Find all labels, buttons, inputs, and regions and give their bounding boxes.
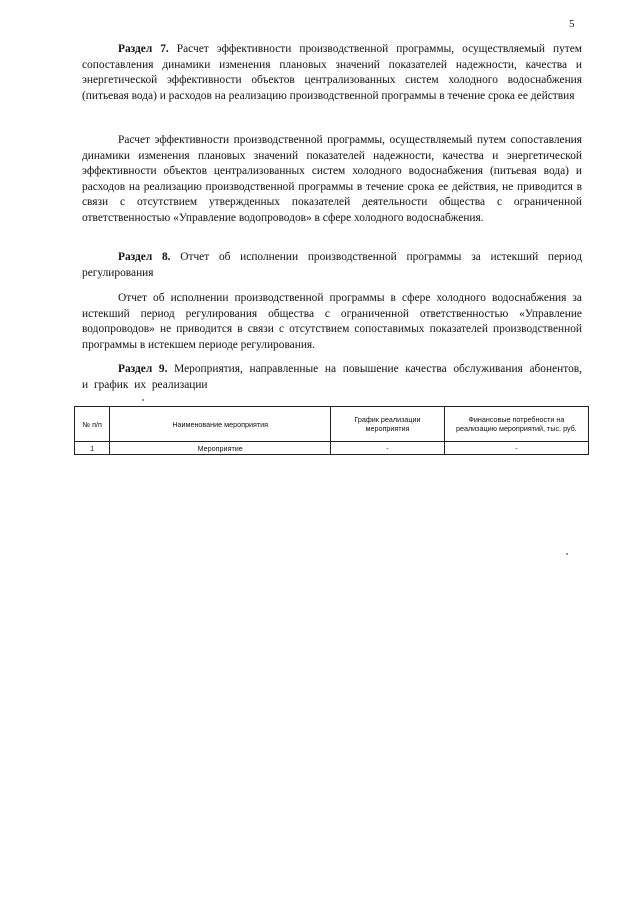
section-9-heading-text: Мероприятия, направленные на повышение качества обслуживания абонентов, и график их реализации: [82, 363, 582, 391]
cell-number: 1: [75, 442, 110, 455]
scan-speck: [566, 553, 568, 555]
section-9-heading-lead: Раздел 9.: [118, 363, 168, 375]
cell-measure-name: Мероприятие: [110, 442, 331, 455]
column-header-measure-name: Наименование мероприятия: [110, 407, 331, 442]
section-9-heading: [82, 362, 582, 393]
section-7-heading-text: Расчет эффективности производственной программы, осуществляемый путем сопоставления динамики изменения плановых значений показателей надежности, качества и энергетической эффективности объектов централизованных систем холодного водоснабжения (питьевая вода) и расходов на реализацию производственной программы в течение срока ее действия: [82, 43, 583, 102]
column-header-number: № п/п: [75, 407, 110, 442]
section-8-heading: [82, 250, 582, 281]
column-header-schedule: График реализации мероприятия: [331, 407, 445, 442]
cell-financial-needs: -: [444, 442, 588, 455]
section-7-heading: [82, 42, 582, 104]
section-8-body: Отчет об исполнении производственной программы в сфере холодного водоснабжения за истекший период регулирования общества с ограниченной ответственностью «Управление водопроводов» не приводится в связи с отсутствием сопоставимых показателей производственной программы в истекшем периоде регулирования.: [82, 292, 582, 351]
section-8-heading-lead: Раздел 8.: [118, 251, 171, 263]
measures-table-header-row: [75, 407, 589, 442]
measures-table: [74, 406, 589, 455]
cell-schedule: -: [331, 442, 445, 455]
scan-speck: [142, 399, 144, 401]
section-8-heading-text: Отчет об исполнении производственной программы за истекший период регулирования: [82, 251, 583, 279]
column-header-financial-needs: Финансовые потребности на реализацию мероприятий, тыс. руб.: [444, 407, 588, 442]
table-row: [75, 442, 589, 455]
section-7-body: Расчет эффективности производственной программы, осуществляемый путем сопоставления динамики изменения плановых значений показателей надежности, качества и энергетической эффективности объектов централизованных систем холодного водоснабжения (питьевая вода) и расходов на реализацию производственной программы в течение срока ее действия, не приводится в связи с отсутствием утвержденных показателей деятельности общества с ограниченной ответственностью «Управление водопроводов» в сфере холодного водоснабжения.: [82, 134, 582, 224]
page-number: 5: [569, 18, 575, 30]
section-7-heading-lead: Раздел 7.: [118, 43, 169, 55]
